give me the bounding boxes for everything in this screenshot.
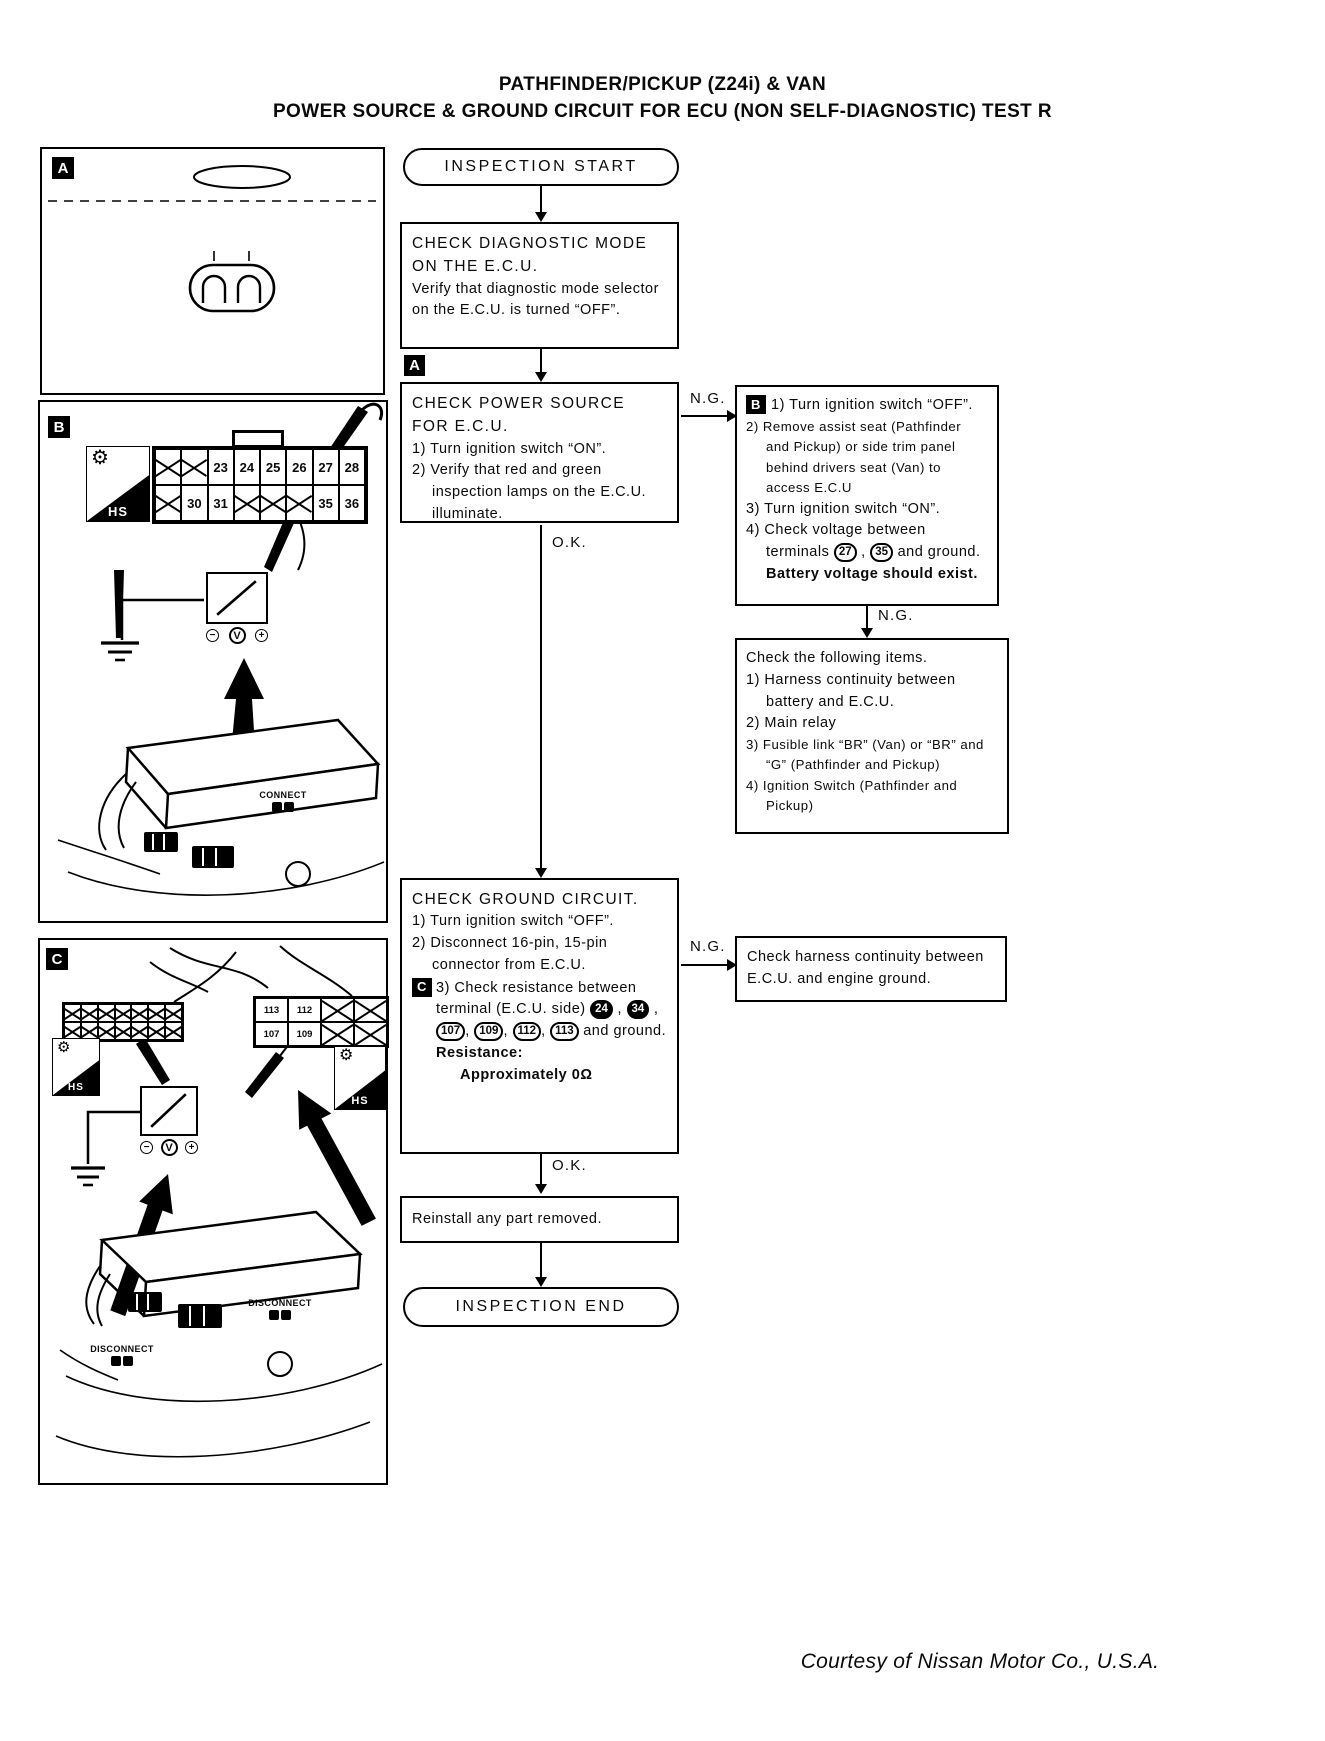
hs-tool-icon xyxy=(52,1038,100,1096)
terminal-113-badge: 113 xyxy=(550,1022,579,1041)
pin-cell xyxy=(321,1022,354,1046)
plus-terminal-icon: + xyxy=(185,1141,198,1154)
pin-cell xyxy=(98,1022,115,1040)
flow-arrowhead xyxy=(535,1277,547,1287)
ok-label: O.K. xyxy=(552,534,587,551)
flow-arrowhead xyxy=(535,868,547,878)
connect-label: CONNECT xyxy=(248,790,318,812)
pin-cell: 31 xyxy=(208,485,234,521)
terminal-35-badge: 35 xyxy=(870,543,893,562)
ohmmeter xyxy=(140,1086,198,1156)
pin-cell: 36 xyxy=(339,485,365,521)
step-a-badge: A xyxy=(404,355,425,376)
pin-cell: 112 xyxy=(288,998,321,1022)
flow-connector-line xyxy=(540,1243,542,1279)
box-step: 4) Ignition Switch (Pathfinder and Pickup) xyxy=(746,777,958,814)
pin-cell xyxy=(148,1004,165,1022)
flow-end-label: INSPECTION END xyxy=(455,1298,627,1315)
ng-label: N.G. xyxy=(878,607,914,624)
terminal-34-badge: 34 xyxy=(627,1000,650,1019)
flow-arrowhead xyxy=(535,372,547,382)
connector-icon xyxy=(269,1310,291,1320)
resistance-value: Approximately 0Ω xyxy=(460,1066,593,1083)
pin-cell xyxy=(115,1022,132,1040)
pin-cell: 23 xyxy=(208,449,234,485)
illustration-panel-a xyxy=(40,147,385,395)
page-title-line1: PATHFINDER/PICKUP (Z24i) & VAN xyxy=(498,74,827,95)
pin-cell xyxy=(354,998,387,1022)
test-probe-icon xyxy=(136,1038,170,1085)
ng-label: N.G. xyxy=(690,390,726,407)
connector-icon xyxy=(111,1356,133,1366)
pin-cell xyxy=(64,1004,81,1022)
check-items-box xyxy=(735,638,1009,834)
terminal-27-badge: 27 xyxy=(834,543,857,562)
ok-label: O.K. xyxy=(552,1157,587,1174)
flow-start-node xyxy=(403,148,679,186)
illustration-panel-b xyxy=(38,400,388,923)
pin-cell: 109 xyxy=(288,1022,321,1046)
hs-tool-icon xyxy=(334,1046,386,1110)
courtesy-credit: Courtesy of Nissan Motor Co., U.S.A. xyxy=(800,1650,1160,1673)
flow-arrowhead xyxy=(861,628,873,638)
box-body: Check harness continuity between E.C.U. and engine ground. xyxy=(747,949,984,987)
pin-cell xyxy=(321,998,354,1022)
box-step: 1) Turn ignition switch “OFF”. xyxy=(771,397,973,413)
check-harness-continuity-box xyxy=(735,936,1007,1002)
pin-cell: 113 xyxy=(255,998,288,1022)
box-step: 3) Check resistance between terminal (E.C.U. side) 24 , 34 , 107 , 109 , 112 , 113 and ground. Resistance: Approximately 0Ω xyxy=(436,978,667,1087)
box-step: 2) Disconnect 16-pin, 15-pin connector from E.C.U. xyxy=(412,935,608,973)
panel-a-badge: A xyxy=(52,157,74,179)
hs-tool-icon xyxy=(86,446,150,522)
box-step: 2) Main relay xyxy=(746,715,837,732)
flow-start-label: INSPECTION START xyxy=(444,158,638,175)
disconnect-label: DISCONNECT xyxy=(82,1344,162,1366)
terminal-109-badge: 109 xyxy=(474,1022,503,1041)
pin-cell xyxy=(354,1022,387,1046)
box-body: Verify that diagnostic mode selector on the E.C.U. is turned “OFF”. xyxy=(412,280,659,319)
hs-badge-label: HS xyxy=(107,504,129,519)
flow-connector-line xyxy=(681,964,729,966)
pin-cell xyxy=(181,449,207,485)
pin-cell xyxy=(148,1022,165,1040)
gear-icon: ⚙ xyxy=(339,1047,354,1064)
meter-needle xyxy=(142,1088,196,1134)
pin-cell xyxy=(260,485,286,521)
gear-icon: ⚙ xyxy=(57,1039,71,1056)
pin-cell xyxy=(155,485,181,521)
disconnected-15pin-connector xyxy=(253,996,389,1048)
ng-power-procedure-box xyxy=(735,385,999,606)
box-step: 3) Turn ignition switch “ON”. xyxy=(746,500,941,517)
pin-cell xyxy=(234,485,260,521)
emphasis-text: Battery voltage should exist. xyxy=(766,565,978,582)
box-step: 1) Harness continuity between battery and E.C.U. xyxy=(746,671,956,710)
box-body: Reinstall any part removed. xyxy=(412,1210,602,1227)
check-diagnostic-mode-box xyxy=(400,222,679,349)
pin-cell xyxy=(131,1022,148,1040)
box-step: 2) Verify that red and green inspection lamps on the E.C.U. illuminate. xyxy=(412,462,647,522)
pin-cell: 27 xyxy=(313,449,339,485)
flow-arrowhead xyxy=(535,1184,547,1194)
check-ground-circuit-box xyxy=(400,878,679,1154)
hs-badge-label: HS xyxy=(68,1082,84,1093)
flow-connector-line xyxy=(681,415,729,417)
pin-cell: 24 xyxy=(234,449,260,485)
flow-end-node xyxy=(403,1287,679,1327)
flow-arrowhead xyxy=(535,212,547,222)
pin-cell xyxy=(131,1004,148,1022)
flow-connector-line xyxy=(540,186,542,214)
pin-cell: 28 xyxy=(339,449,365,485)
pin-cell xyxy=(286,485,312,521)
flow-connector-line xyxy=(866,606,868,630)
step-b-badge: B xyxy=(746,395,766,414)
check-power-source-box xyxy=(400,382,679,523)
reinstall-box xyxy=(400,1196,679,1243)
flow-connector-line xyxy=(540,349,542,374)
pin-cell xyxy=(165,1004,182,1022)
pin-cell xyxy=(115,1004,132,1022)
gear-icon: ⚙ xyxy=(91,447,109,469)
step-c-badge: C xyxy=(412,978,432,997)
ng-label: N.G. xyxy=(690,938,726,955)
panel-c-badge: C xyxy=(46,948,68,970)
volt-symbol-icon: V xyxy=(161,1139,178,1156)
page-title-line2: POWER SOURCE & GROUND CIRCUIT FOR ECU (NON SELF-DIAGNOSTIC) TEST R xyxy=(272,101,1052,122)
ecu-connector-16pin xyxy=(152,446,368,524)
panel-b-badge: B xyxy=(48,416,70,438)
pin-cell: 25 xyxy=(260,449,286,485)
box-step: 4) Check voltage between terminals 27 , 35 and ground. Battery voltage should exist. xyxy=(746,520,988,585)
meter-needle xyxy=(208,574,266,622)
pin-cell: 35 xyxy=(313,485,339,521)
box-title: CHECK DIAGNOSTIC MODE ON THE E.C.U. xyxy=(412,235,648,276)
box-step: 1) Turn ignition switch “ON”. xyxy=(412,440,607,457)
ecu-lamp-drawing xyxy=(42,149,383,393)
pin-cell xyxy=(155,449,181,485)
test-probe-icon xyxy=(245,1052,284,1098)
terminal-107-badge: 107 xyxy=(436,1022,465,1041)
minus-terminal-icon: − xyxy=(140,1141,153,1154)
plus-terminal-icon: + xyxy=(255,629,268,642)
pin-cell xyxy=(81,1004,98,1022)
box-step: 1) Turn ignition switch “OFF”. xyxy=(412,913,614,930)
illustration-panel-c xyxy=(38,938,388,1485)
box-step: 3) Fusible link “BR” (Van) or “BR” and “G” (Pathfinder and Pickup) xyxy=(746,737,984,773)
terminal-112-badge: 112 xyxy=(513,1022,542,1041)
box-title: CHECK GROUND CIRCUIT. xyxy=(412,891,639,908)
voltmeter xyxy=(206,572,268,644)
disconnect-label: DISCONNECT xyxy=(240,1298,320,1320)
pin-cell xyxy=(165,1022,182,1040)
volt-symbol-icon: V xyxy=(229,627,246,644)
connector-icon xyxy=(272,802,294,812)
pin-cell: 107 xyxy=(255,1022,288,1046)
flow-connector-line xyxy=(540,525,542,870)
disconnected-16pin-connector xyxy=(62,1002,184,1042)
flow-connector-line xyxy=(540,1154,542,1186)
minus-terminal-icon: − xyxy=(206,629,219,642)
box-title: Check the following items. xyxy=(746,650,928,666)
pin-cell: 26 xyxy=(286,449,312,485)
hs-badge-label: HS xyxy=(351,1095,369,1107)
box-step: 2) Remove assist seat (Pathfinder and Pickup) or side trim panel behind drivers seat (Van) to access E.C.U xyxy=(746,418,962,496)
box-title: CHECK POWER SOURCE FOR E.C.U. xyxy=(412,395,625,436)
resistance-label: Resistance: xyxy=(436,1044,523,1061)
pin-cell xyxy=(98,1004,115,1022)
terminal-24-badge: 24 xyxy=(590,1000,613,1019)
pin-cell: 30 xyxy=(181,485,207,521)
